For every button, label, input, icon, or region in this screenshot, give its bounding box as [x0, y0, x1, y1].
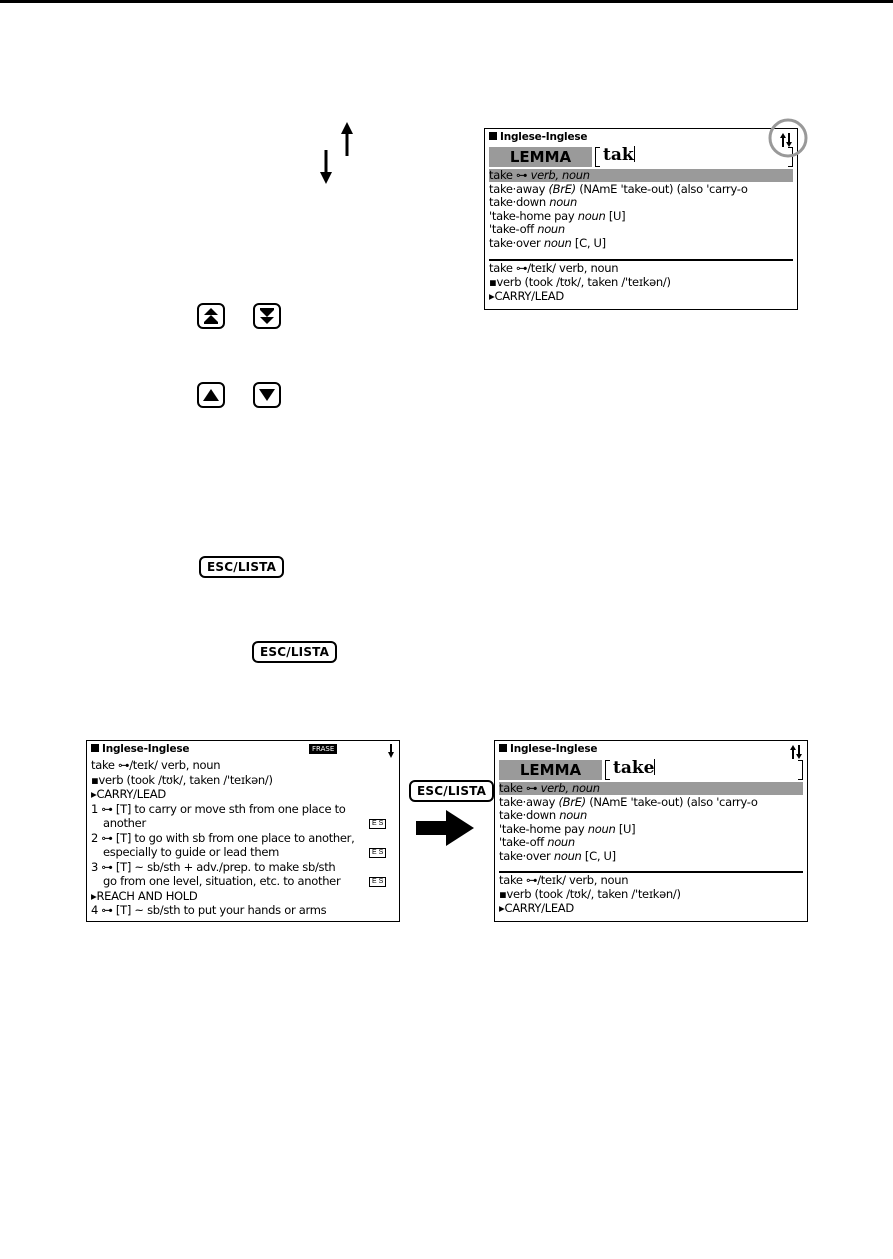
headword: 'take-off — [499, 835, 548, 849]
lemma-label: LEMMA — [489, 147, 592, 167]
lemma-list-item[interactable] — [489, 196, 577, 209]
headword: take·away — [499, 794, 559, 809]
esc-lista-key[interactable]: ESC/LISTA — [409, 780, 494, 802]
part-of-speech: noun — [537, 222, 565, 236]
esc-lista-key[interactable]: ESC/LISTA — [252, 641, 337, 663]
preview-line: take ⊶/teɪk/ verb, noun — [489, 261, 619, 275]
entry-line: another — [103, 816, 146, 830]
part-of-speech: noun — [547, 835, 575, 849]
part-of-speech: (BrE) — [558, 794, 586, 809]
frase-badge: FRASE — [309, 744, 337, 754]
entry-line: ▸REACH AND HOLD — [91, 888, 198, 903]
preview-line: ▪verb (took /tʊk/, taken /'teɪkən/) — [499, 887, 681, 901]
screen-title-text: Inglese-Inglese — [102, 743, 190, 755]
example-sentence-badge: E S — [369, 877, 386, 887]
search-input-text: take — [613, 758, 655, 778]
screen-title — [489, 131, 587, 143]
square-icon — [489, 132, 497, 140]
screen-title — [499, 743, 597, 755]
entry-note: [C, U] — [571, 235, 606, 250]
lemma-label: LEMMA — [499, 760, 602, 780]
preview-line: ▸CARRY/LEAD — [489, 289, 564, 303]
part-of-speech: (BrE) — [548, 181, 576, 196]
entry-line: 2 ⊶ [T] to go with sb from one place to another, — [91, 830, 355, 845]
down-arrow-icon — [315, 150, 337, 184]
entry-line: 1 ⊶ [T] to carry or move sth from one place to — [91, 801, 346, 816]
square-icon — [499, 744, 507, 752]
entry-note: [C, U] — [581, 848, 616, 863]
entry-line: go from one level, situation, etc. to another — [103, 874, 341, 888]
entry-line: 4 ⊶ [T] ~ sb/sth to put your hands or arms — [91, 903, 327, 917]
lemma-list-item[interactable] — [489, 237, 606, 250]
entry-note: [U] — [605, 208, 626, 223]
entry-note: (NAmE 'take-out) (also 'carry-o — [585, 794, 758, 809]
part-of-speech: noun — [543, 235, 572, 250]
lemma-list-item[interactable] — [499, 823, 635, 836]
lemma-list-item[interactable] — [489, 169, 793, 182]
search-input-text: tak — [603, 145, 634, 165]
part-of-speech: verb, noun — [540, 781, 600, 795]
search-input[interactable] — [605, 760, 803, 780]
down-arrow-icon — [386, 744, 396, 758]
preview-line: ▸CARRY/LEAD — [499, 901, 574, 915]
part-of-speech: verb, noun — [530, 168, 590, 182]
page-up-key[interactable] — [197, 303, 225, 329]
double-down-icon — [258, 307, 276, 325]
lemma-list-item[interactable] — [499, 782, 803, 795]
lemma-list-item[interactable] — [499, 809, 587, 822]
square-icon — [91, 744, 99, 752]
top-rule — [0, 0, 893, 3]
part-of-speech: noun — [577, 208, 606, 223]
screen-lemma-search — [484, 128, 798, 310]
entry-line: especially to guide or lead them — [103, 845, 280, 859]
headword: 'take-home pay — [489, 208, 578, 223]
headword: take·down — [489, 195, 550, 209]
double-up-icon — [202, 307, 220, 325]
lemma-list-item[interactable] — [499, 836, 575, 849]
triangle-up-icon — [202, 387, 220, 403]
headword: take — [499, 781, 527, 795]
lemma-list-item[interactable] — [499, 796, 758, 809]
headword: take·away — [489, 181, 549, 196]
preview-line: ▪verb (took /tʊk/, taken /'teɪkən/) — [489, 275, 671, 289]
highlight-circle — [767, 117, 809, 159]
entry-line: ▪verb (took /tʊk/, taken /'teɪkən/) — [91, 772, 273, 787]
entry-note: (NAmE 'take-out) (also 'carry-o — [575, 181, 748, 196]
headword: take — [489, 168, 517, 182]
up-down-arrows-icon — [789, 745, 803, 759]
entry-line: 3 ⊶ [T] ~ sb/sth + adv./prep. to make sb/sth — [91, 859, 336, 874]
entry-line: take ⊶/teɪk/ verb, noun — [91, 758, 221, 772]
up-key[interactable] — [197, 382, 225, 408]
part-of-speech: noun — [559, 808, 587, 822]
headword: take·over — [489, 235, 544, 250]
headword: 'take-off — [489, 222, 538, 236]
screen-lemma-search-result — [494, 740, 808, 922]
key-icon: ⊶ — [516, 168, 531, 182]
entry-line: ▸CARRY/LEAD — [91, 787, 166, 801]
screen-title — [91, 743, 189, 755]
part-of-speech: noun — [553, 848, 582, 863]
preview-line: take ⊶/teɪk/ verb, noun — [499, 873, 629, 887]
lemma-list-item[interactable] — [499, 850, 616, 863]
example-sentence-badge: E S — [369, 819, 386, 829]
page-down-key[interactable] — [253, 303, 281, 329]
up-arrow-icon — [336, 122, 358, 156]
screen-title-text: Inglese-Inglese — [500, 131, 588, 143]
right-arrow-icon — [416, 810, 474, 846]
esc-lista-key[interactable]: ESC/LISTA — [199, 556, 284, 578]
part-of-speech: noun — [587, 821, 616, 836]
headword: take·down — [499, 808, 560, 822]
key-icon: ⊶ — [526, 781, 541, 795]
search-input[interactable] — [595, 147, 793, 167]
down-key[interactable] — [253, 382, 281, 408]
part-of-speech: noun — [549, 195, 577, 209]
screen-entry-detail — [86, 740, 400, 922]
headword: 'take-home pay — [499, 821, 588, 836]
example-sentence-badge: E S — [369, 848, 386, 858]
lemma-list-item[interactable] — [489, 210, 625, 223]
entry-note: [U] — [615, 821, 636, 836]
headword: take·over — [499, 848, 554, 863]
lemma-list-item[interactable] — [489, 183, 748, 196]
triangle-down-icon — [258, 387, 276, 403]
lemma-list-item[interactable] — [489, 223, 565, 236]
screen-title-text: Inglese-Inglese — [510, 743, 598, 755]
